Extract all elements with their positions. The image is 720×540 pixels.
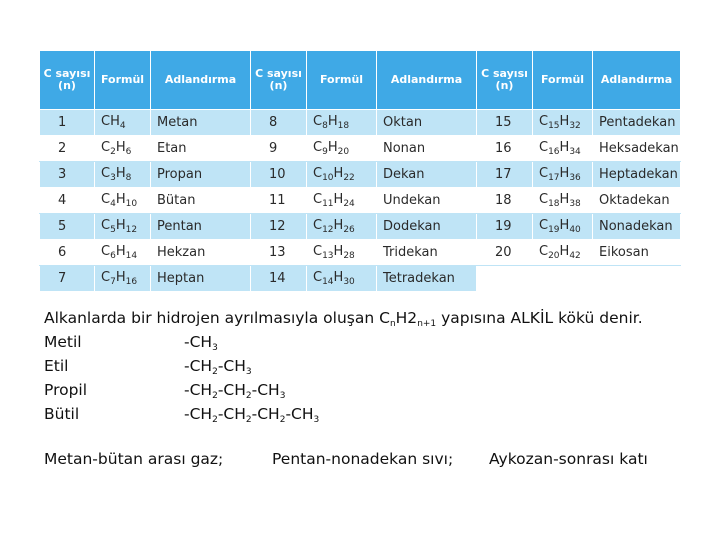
carbon-count-cell: 7 — [40, 266, 95, 292]
alkane-name-cell: Propan — [151, 162, 251, 188]
formula-main: C — [101, 192, 111, 207]
formula-subscript-h: 26 — [343, 225, 355, 235]
alkane-name-cell: Tridekan — [377, 240, 477, 266]
formula-h: H — [115, 166, 126, 181]
radical-formula-subscript: 2 — [245, 391, 252, 401]
formula-subscript-h: 40 — [569, 225, 581, 235]
formula-subscript-c: 3 — [110, 173, 116, 183]
formula-subscript-c: 16 — [548, 147, 560, 157]
formula-subscript-c: 8 — [322, 121, 328, 131]
formula-main: C — [539, 192, 549, 207]
formula-subscript-c: 5 — [110, 225, 116, 235]
radical-formula — [184, 402, 319, 432]
header-cell: Adlandırma — [151, 51, 251, 110]
radical-name: Bütil — [44, 405, 80, 423]
alkane-name-cell: Nonan — [377, 136, 477, 162]
table-row — [40, 214, 681, 240]
intro-text-mid: H2 — [395, 309, 418, 327]
formula-h: H — [115, 192, 126, 207]
alkyl-radical-row — [44, 354, 704, 378]
formula-subscript-c: 7 — [110, 277, 116, 287]
formula-cell — [95, 214, 151, 240]
carbon-count-cell: 2 — [40, 136, 95, 162]
formula-cell — [307, 110, 377, 136]
empty-cell — [593, 266, 681, 292]
formula-h: H — [115, 218, 126, 233]
radical-formula-part: -CH — [184, 405, 213, 423]
formula-main: C — [313, 218, 323, 233]
formula-h: H — [559, 114, 570, 129]
intro-subscript-n1: n+1 — [417, 319, 437, 329]
formula-cell — [533, 136, 593, 162]
radical-formula-part: -CH — [217, 357, 246, 375]
formula-subscript-h: 34 — [569, 147, 581, 157]
alkane-name-cell: Etan — [151, 136, 251, 162]
radical-formula-part: -CH — [251, 405, 280, 423]
formula-subscript-h: 10 — [125, 199, 138, 209]
header-cell: Adlandırma — [593, 51, 681, 110]
formula-subscript-c: 17 — [548, 173, 560, 183]
radical-formula-part: -CH — [217, 405, 246, 423]
header-cell: C sayısı (n) — [477, 51, 533, 110]
formula-h: H — [333, 218, 344, 233]
formula-subscript-c: 10 — [322, 173, 334, 183]
alkane-name-cell: Undekan — [377, 188, 477, 214]
formula-subscript-c: 2 — [110, 147, 116, 157]
formula-main: CH — [101, 114, 120, 129]
formula-h: H — [559, 192, 570, 207]
formula-subscript-h: 14 — [125, 251, 138, 261]
carbon-count-cell: 19 — [477, 214, 533, 240]
alkyl-explanation — [44, 306, 704, 426]
alkane-name-cell: Pentadekan — [593, 110, 681, 136]
formula-subscript-c: 11 — [322, 199, 334, 209]
formula-subscript-c: 12 — [322, 225, 334, 235]
formula-main: C — [313, 114, 323, 129]
radical-formula-subscript: 3 — [245, 367, 252, 377]
formula-cell — [95, 110, 151, 136]
alkane-naming-table — [39, 50, 681, 292]
formula-h: H — [333, 244, 344, 259]
formula-h: H — [327, 114, 338, 129]
carbon-count-cell: 18 — [477, 188, 533, 214]
header-cell: C sayısı (n) — [251, 51, 307, 110]
radical-formula-part: -CH — [184, 333, 213, 351]
carbon-count-cell: 15 — [477, 110, 533, 136]
alkane-name-cell: Heptadekan — [593, 162, 681, 188]
alkane-name-cell: Metan — [151, 110, 251, 136]
formula-main: C — [539, 166, 549, 181]
table-row — [40, 266, 681, 292]
header-cell: Formül — [307, 51, 377, 110]
formula-subscript-c: 9 — [322, 147, 328, 157]
formula-main: C — [539, 114, 549, 129]
carbon-count-cell: 8 — [251, 110, 307, 136]
formula-subscript-c: 13 — [322, 251, 334, 261]
formula-main: C — [101, 218, 111, 233]
formula-cell — [533, 240, 593, 266]
radical-formula-part: -CH — [251, 381, 280, 399]
alkyl-radical-row — [44, 378, 704, 402]
formula-subscript-c: 4 — [110, 199, 116, 209]
table-row — [40, 110, 681, 136]
formula-cell — [95, 162, 151, 188]
radical-formula-subscript: 3 — [313, 415, 320, 425]
intro-subscript-n: n — [389, 319, 396, 329]
carbon-count-cell: 13 — [251, 240, 307, 266]
alkane-name-cell: Oktan — [377, 110, 477, 136]
formula-subscript-h: 16 — [125, 277, 138, 287]
alkane-name-cell: Heptan — [151, 266, 251, 292]
alkyl-definition — [44, 306, 704, 330]
empty-cell — [477, 266, 533, 292]
state-solid: Aykozan-sonrası katı — [489, 450, 648, 468]
formula-subscript-c: 19 — [548, 225, 560, 235]
formula-subscript-h: 28 — [343, 251, 355, 261]
alkyl-radical-list — [44, 330, 704, 426]
radical-formula-subscript: 2 — [279, 415, 286, 425]
intro-text-start: Alkanlarda bir hidrojen ayrılmasıyla oluşan C — [44, 309, 390, 327]
formula-main: C — [101, 140, 111, 155]
alkane-name-cell: Pentan — [151, 214, 251, 240]
intro-text-end: yapısına ALKİL kökü denir. — [436, 309, 643, 327]
formula-subscript-h: 12 — [125, 225, 138, 235]
alkane-name-cell: Dodekan — [377, 214, 477, 240]
formula-subscript-h: 38 — [569, 199, 581, 209]
formula-cell — [533, 214, 593, 240]
radical-name: Propil — [44, 381, 88, 399]
carbon-count-cell: 9 — [251, 136, 307, 162]
formula-subscript-h: 8 — [125, 173, 132, 183]
table-row — [40, 162, 681, 188]
formula-main: C — [101, 244, 111, 259]
formula-cell — [533, 188, 593, 214]
formula-subscript-h: 30 — [343, 277, 355, 287]
formula-cell — [307, 162, 377, 188]
alkane-name-cell: Oktadekan — [593, 188, 681, 214]
formula-h: H — [559, 140, 570, 155]
state-liquid: Pentan-nonadekan sıvı; — [272, 450, 454, 468]
formula-subscript-h: 24 — [343, 199, 355, 209]
carbon-count-cell: 16 — [477, 136, 533, 162]
carbon-count-cell: 4 — [40, 188, 95, 214]
formula-main: C — [313, 140, 323, 155]
alkane-name-cell: Hekzan — [151, 240, 251, 266]
formula-h: H — [115, 244, 126, 259]
radical-formula-subscript: 2 — [212, 415, 218, 425]
table-header-row — [40, 51, 681, 110]
table-row — [40, 188, 681, 214]
carbon-count-cell: 12 — [251, 214, 307, 240]
radical-formula-part: -CH — [285, 405, 314, 423]
formula-subscript-h: 18 — [337, 121, 350, 131]
formula-h: H — [333, 270, 344, 285]
formula-main: C — [313, 270, 323, 285]
formula-main: C — [313, 192, 323, 207]
radical-formula-subscript: 2 — [212, 391, 218, 401]
formula-h: H — [559, 244, 570, 259]
formula-h: H — [115, 140, 126, 155]
formula-h: H — [115, 270, 126, 285]
formula-main: C — [539, 218, 549, 233]
formula-cell — [95, 188, 151, 214]
header-cell: Formül — [533, 51, 593, 110]
formula-subscript-h: 36 — [569, 173, 581, 183]
formula-cell — [533, 162, 593, 188]
physical-states-line — [44, 450, 704, 468]
formula-cell — [95, 266, 151, 292]
alkane-name-cell: Heksadekan — [593, 136, 681, 162]
alkane-name-cell: Bütan — [151, 188, 251, 214]
alkyl-radical-row — [44, 330, 704, 354]
formula-cell — [307, 188, 377, 214]
formula-subscript-c: 6 — [110, 251, 116, 261]
formula-h: H — [327, 140, 338, 155]
formula-subscript-h: 20 — [337, 147, 350, 157]
formula-main: C — [313, 166, 323, 181]
formula-subscript-c: 14 — [322, 277, 334, 287]
formula-subscript-c: 15 — [548, 121, 560, 131]
carbon-count-cell: 11 — [251, 188, 307, 214]
header-cell: C sayısı (n) — [40, 51, 95, 110]
radical-formula-subscript: 3 — [212, 343, 218, 353]
formula-subscript-h: 22 — [343, 173, 355, 183]
radical-formula-part: -CH — [184, 381, 213, 399]
formula-cell — [95, 240, 151, 266]
radical-formula-subscript: 2 — [245, 415, 252, 425]
carbon-count-cell: 20 — [477, 240, 533, 266]
radical-name: Etil — [44, 357, 69, 375]
formula-subscript-c: 20 — [548, 251, 560, 261]
formula-h: H — [333, 166, 344, 181]
formula-subscript-h: 6 — [125, 147, 132, 157]
state-gas: Metan-bütan arası gaz; — [44, 450, 224, 468]
carbon-count-cell: 17 — [477, 162, 533, 188]
carbon-count-cell: 14 — [251, 266, 307, 292]
formula-cell — [307, 266, 377, 292]
radical-formula-subscript: 2 — [212, 367, 218, 377]
radical-formula-part: -CH — [217, 381, 246, 399]
formula-cell — [95, 136, 151, 162]
carbon-count-cell: 1 — [40, 110, 95, 136]
formula-h: H — [559, 166, 570, 181]
carbon-count-cell: 3 — [40, 162, 95, 188]
alkane-name-cell: Dekan — [377, 162, 477, 188]
alkane-name-cell: Nonadekan — [593, 214, 681, 240]
formula-main: C — [313, 244, 323, 259]
table-row — [40, 136, 681, 162]
formula-cell — [533, 110, 593, 136]
radical-formula-part: -CH — [184, 357, 213, 375]
header-cell: Formül — [95, 51, 151, 110]
alkane-table-container — [39, 50, 680, 290]
formula-subscript-c: 18 — [548, 199, 560, 209]
alkane-name-cell: Tetradekan — [377, 266, 477, 292]
carbon-count-cell: 5 — [40, 214, 95, 240]
formula-h: H — [559, 218, 570, 233]
formula-main: C — [539, 244, 549, 259]
formula-main: C — [539, 140, 549, 155]
carbon-count-cell: 6 — [40, 240, 95, 266]
formula-subscript-h: 42 — [569, 251, 581, 261]
formula-subscript-h: 32 — [569, 121, 581, 131]
formula-cell — [307, 136, 377, 162]
table-row — [40, 240, 681, 266]
alkane-name-cell: Eikosan — [593, 240, 681, 266]
table-body — [40, 110, 681, 292]
empty-cell — [533, 266, 593, 292]
radical-formula-subscript: 3 — [279, 391, 286, 401]
radical-name: Metil — [44, 333, 82, 351]
alkyl-radical-row — [44, 402, 704, 426]
formula-h: H — [333, 192, 344, 207]
formula-cell — [307, 214, 377, 240]
formula-main: C — [101, 270, 111, 285]
formula-subscript-h: 4 — [119, 121, 126, 131]
header-cell: Adlandırma — [377, 51, 477, 110]
formula-main: C — [101, 166, 111, 181]
formula-cell — [307, 240, 377, 266]
carbon-count-cell: 10 — [251, 162, 307, 188]
